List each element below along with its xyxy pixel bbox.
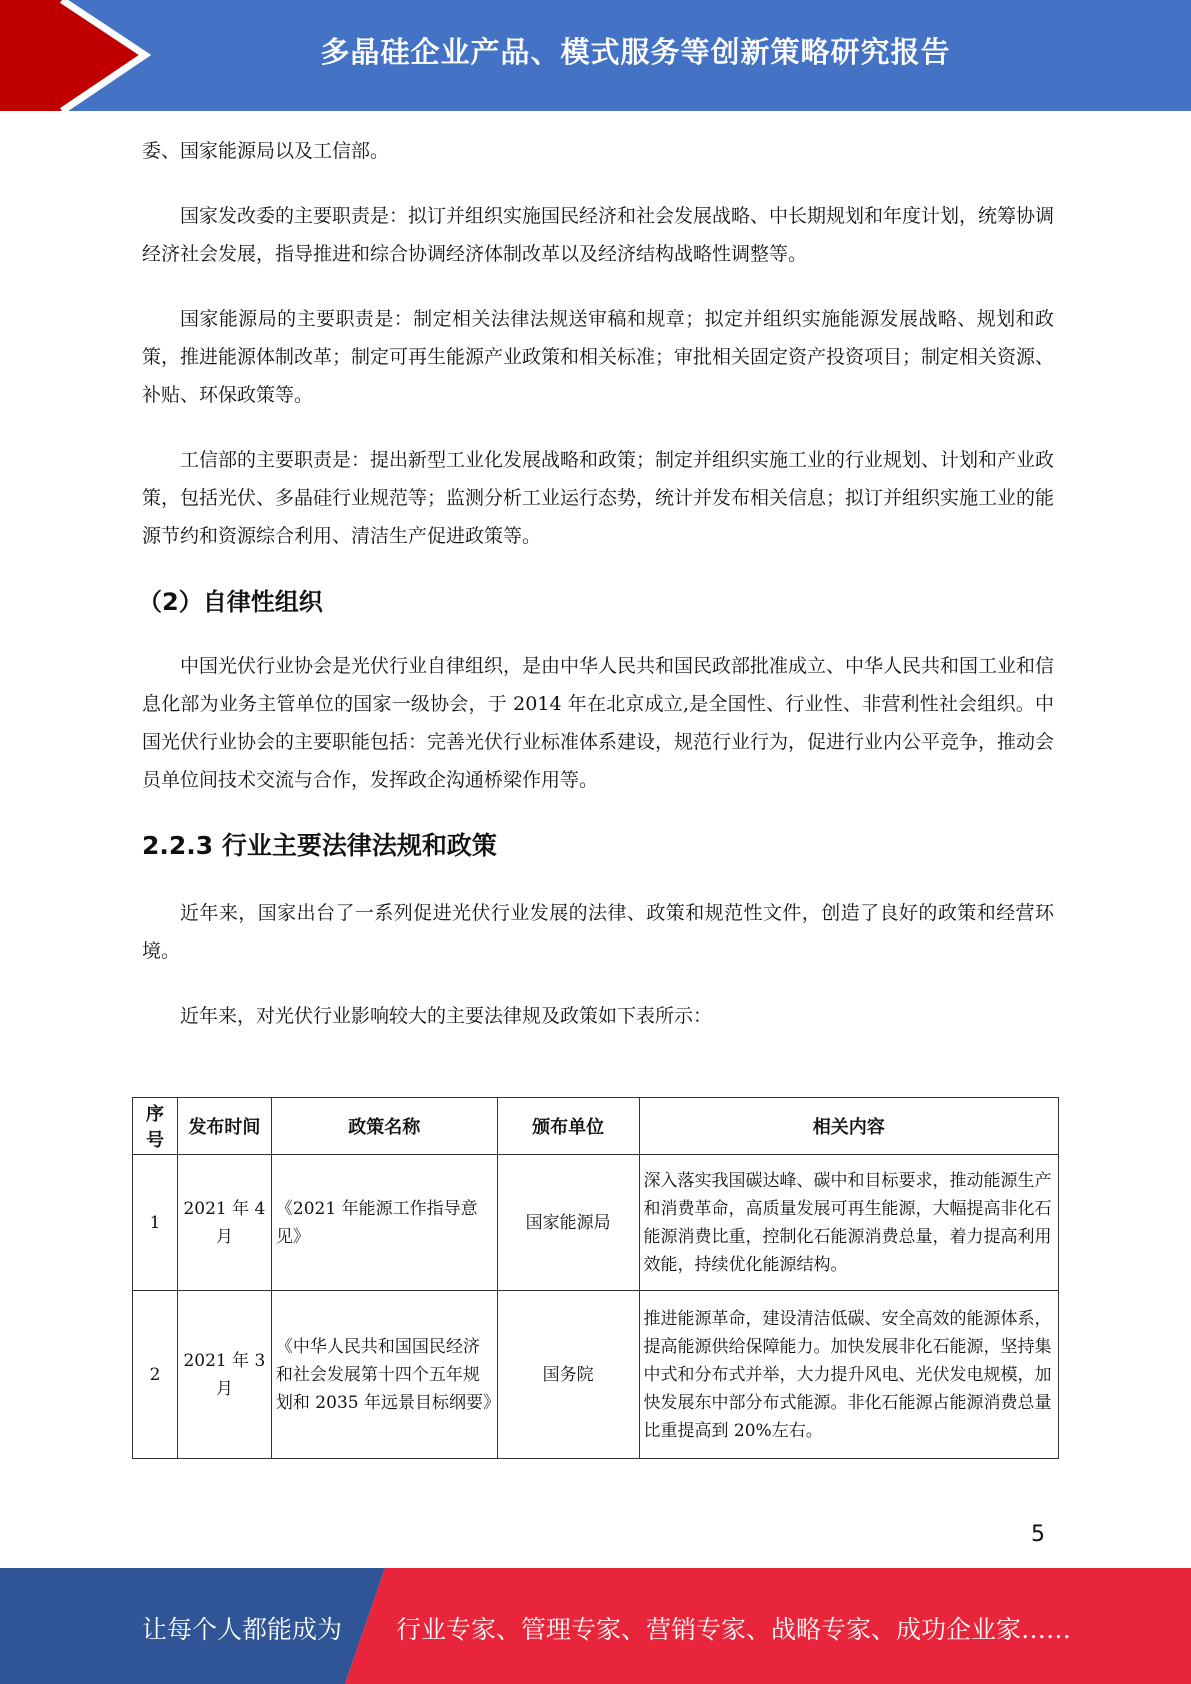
table-header-row: [133, 1098, 1059, 1155]
page-number: 5: [1031, 1522, 1045, 1547]
paragraph-nea-duties: 国家能源局的主要职责是：制定相关法律法规送审稿和规章；拟定并组织实施能源发展战略、规划和政策，推进能源体制改革；制定可再生能源产业政策和相关标准；审批相关固定资产投资项目；制定相关资源、补贴、环保政策等。: [142, 308, 1055, 406]
cell-policy-name: 《2021 年能源工作指导意见》: [271, 1155, 497, 1291]
paragraph-policy-intro: 近年来，国家出台了一系列促进光伏行业发展的法律、政策和规范性文件，创造了良好的政策和经营环境。: [142, 902, 1054, 962]
cell-issuer: 国家能源局: [497, 1155, 639, 1291]
policy-table: [132, 1097, 1059, 1459]
paragraph-ndrc-duties: 国家发改委的主要职责是：拟订并组织实施国民经济和社会发展战略、中长期规划和年度计划，统筹协调经济社会发展，指导推进和综合协调经济体制改革以及经济结构战略性调整等。: [142, 205, 1055, 265]
paragraph-miit-duties: 工信部的主要职责是：提出新型工业化发展战略和政策；制定并组织实施工业的行业规划、计划和产业政策，包括光伏、多晶硅行业规范等；监测分析工业运行态势，统计并发布相关信息；拟订并组织实施工业的能源节约和资源综合利用、清洁生产促进政策等。: [142, 449, 1055, 547]
paragraph-cpia: 中国光伏行业协会是光伏行业自律组织，是由中华人民共和国民政部批准成立、中华人民共和国工业和信息化部为业务主管单位的国家一级协会，于 2014 年在北京成立,是全国性、行业性、非营利性社会组织。中国光伏行业协会的主要职能包括：完善光伏行业标准体系建设，规范行业行为，促进行业内公平竞争，推动会员单位间技术交流与合作，发挥政企沟通桥梁作用等。: [142, 655, 1055, 791]
cell-no: 1: [133, 1155, 178, 1291]
cell-policy-name: 《中华人民共和国国民经济和社会发展第十四个五年规划和 2035 年远景目标纲要》: [271, 1291, 497, 1459]
paragraph-continuation: 委、国家能源局以及工信部。: [142, 140, 390, 162]
column-header-name: 政策名称: [271, 1098, 497, 1155]
table-row: [133, 1155, 1059, 1291]
table-row: [133, 1291, 1059, 1459]
page-footer: [0, 1568, 1191, 1684]
cell-date: 2021 年 3 月: [177, 1291, 271, 1459]
paragraph-table-intro: 近年来，对光伏行业影响较大的主要法律规及政策如下表所示：: [180, 1005, 713, 1027]
page-header: [0, 0, 1191, 111]
column-header-no: 序号: [133, 1098, 178, 1155]
cell-date: 2021 年 4 月: [177, 1155, 271, 1291]
section-heading-laws: 2.2.3 行业主要法律法规和政策: [142, 831, 497, 860]
document-body: [138, 132, 1055, 1062]
cell-content: 推进能源革命，建设清洁低碳、安全高效的能源体系，提高能源供给保障能力。加快发展非化石能源，坚持集中式和分布式并举，大力提升风电、光伏发电规模，加快发展东中部分布式能源。非化石能源占能源消费总量比重提高到 20%左右。: [639, 1291, 1059, 1459]
column-header-content: 相关内容: [639, 1098, 1059, 1155]
cell-content: 深入落实我国碳达峰、碳中和目标要求，推动能源生产和消费革命，高质量发展可再生能源，大幅提高非化石能源消费比重，控制化石能源消费总量，着力提高利用效能，持续优化能源结构。: [639, 1155, 1059, 1291]
cell-issuer: 国务院: [497, 1291, 639, 1459]
report-title: 多晶硅企业产品、模式服务等创新策略研究报告: [320, 35, 951, 69]
column-header-issuer: 颁布单位: [497, 1098, 639, 1155]
cell-no: 2: [133, 1291, 178, 1459]
footer-slogan-right: 行业专家、管理专家、营销专家、战略专家、成功企业家……: [396, 1615, 1072, 1644]
subheading-self-regulatory: （2）自律性组织: [138, 588, 323, 616]
column-header-date: 发布时间: [177, 1098, 271, 1155]
footer-slogan-left: 让每个人都能成为: [142, 1615, 343, 1644]
